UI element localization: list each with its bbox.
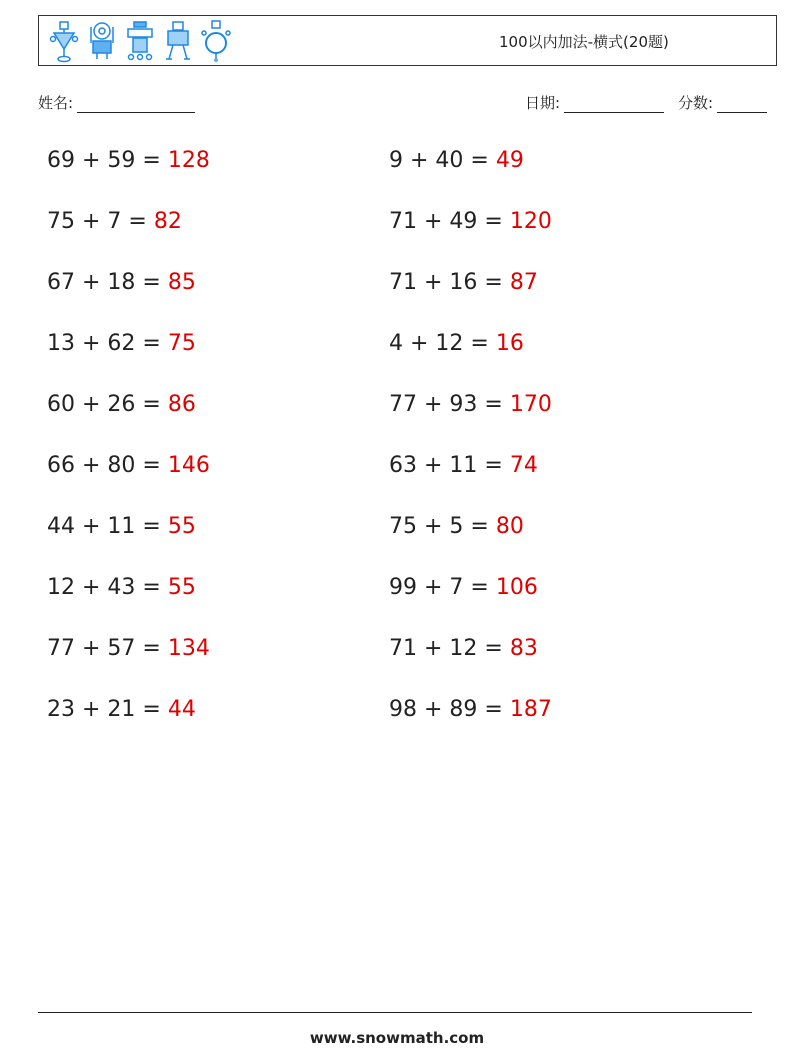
score-field bbox=[678, 92, 767, 113]
answer: 75 bbox=[167, 331, 196, 356]
robot-icon bbox=[87, 19, 117, 63]
answer: 44 bbox=[167, 697, 196, 722]
problem-item: 71 + 49 = 120 bbox=[389, 209, 552, 234]
robot-icon bbox=[49, 19, 79, 63]
answer: 87 bbox=[509, 270, 538, 295]
problem-item: 77 + 93 = 170 bbox=[389, 392, 552, 417]
score-blank bbox=[717, 96, 767, 113]
sheet-title: 100以内加法-横式(20题) bbox=[499, 33, 669, 51]
problem-item: 23 + 21 = 44 bbox=[47, 697, 196, 722]
answer: 49 bbox=[495, 148, 524, 173]
problem-item: 12 + 43 = 55 bbox=[47, 575, 196, 600]
answer: 74 bbox=[509, 453, 538, 478]
answer: 134 bbox=[167, 636, 210, 661]
problem-item: 99 + 7 = 106 bbox=[389, 575, 538, 600]
problem-item: 66 + 80 = 146 bbox=[47, 453, 210, 478]
robot-icon bbox=[125, 19, 155, 63]
date-field bbox=[525, 92, 664, 113]
problem-item: 71 + 12 = 83 bbox=[389, 636, 538, 661]
problem-item: 67 + 18 = 85 bbox=[47, 270, 196, 295]
problem-item: 44 + 11 = 55 bbox=[47, 514, 196, 539]
problem-item: 63 + 11 = 74 bbox=[389, 453, 538, 478]
answer: 128 bbox=[167, 148, 210, 173]
answer: 55 bbox=[167, 575, 196, 600]
robot-icon bbox=[201, 19, 231, 63]
answer: 82 bbox=[153, 209, 182, 234]
answer: 170 bbox=[509, 392, 552, 417]
problem-item: 13 + 62 = 75 bbox=[47, 331, 196, 356]
problem-item: 4 + 12 = 16 bbox=[389, 331, 524, 356]
answer: 187 bbox=[509, 697, 552, 722]
footer-divider bbox=[38, 1012, 752, 1013]
problem-item: 69 + 59 = 128 bbox=[47, 148, 210, 173]
problem-item: 77 + 57 = 134 bbox=[47, 636, 210, 661]
problem-item: 71 + 16 = 87 bbox=[389, 270, 538, 295]
problem-item: 9 + 40 = 49 bbox=[389, 148, 524, 173]
answer: 83 bbox=[509, 636, 538, 661]
answer: 86 bbox=[167, 392, 196, 417]
robot-icon bbox=[163, 19, 193, 63]
problem-item: 98 + 89 = 187 bbox=[389, 697, 552, 722]
answer: 106 bbox=[495, 575, 538, 600]
header-box bbox=[38, 15, 777, 66]
name-field bbox=[38, 92, 195, 113]
date-label: 日期: bbox=[525, 94, 561, 112]
name-label: 姓名: bbox=[38, 94, 74, 112]
date-blank bbox=[564, 96, 664, 113]
footer-url[interactable]: www.snowmath.com bbox=[309, 1029, 485, 1047]
problem-item: 60 + 26 = 86 bbox=[47, 392, 196, 417]
score-label: 分数: bbox=[678, 94, 714, 112]
robot-icons bbox=[49, 19, 231, 63]
problem-item: 75 + 7 = 82 bbox=[47, 209, 182, 234]
problem-item: 75 + 5 = 80 bbox=[389, 514, 524, 539]
answer: 80 bbox=[495, 514, 524, 539]
name-blank bbox=[77, 96, 195, 113]
answer: 55 bbox=[167, 514, 196, 539]
answer: 120 bbox=[509, 209, 552, 234]
answer: 85 bbox=[167, 270, 196, 295]
answer: 16 bbox=[495, 331, 524, 356]
answer: 146 bbox=[167, 453, 210, 478]
